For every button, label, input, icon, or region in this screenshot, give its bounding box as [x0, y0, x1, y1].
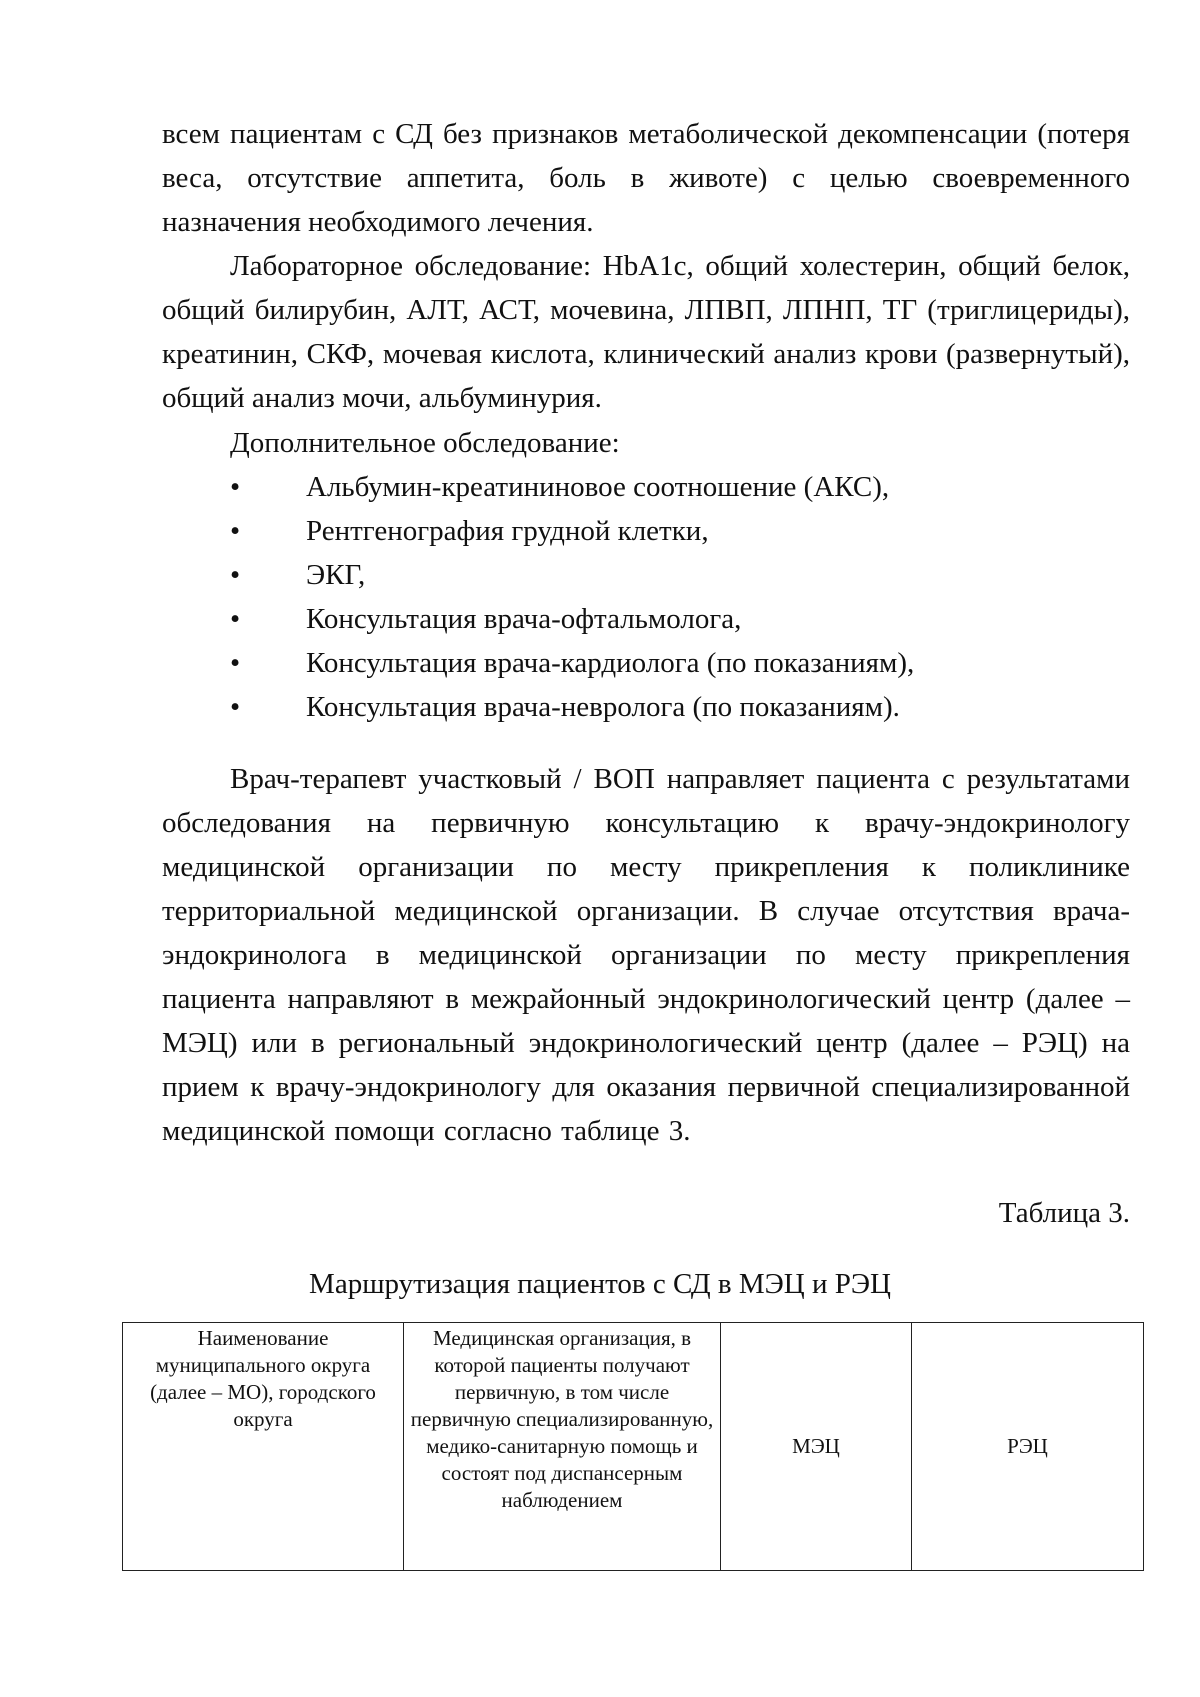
bullet-marker: •	[230, 559, 241, 591]
paragraph-intro: всем пациентам с СД без признаков метаболической декомпенсации (потеря веса, отсутствие аппетита, боль в животе) с целью своевременного назначения необходимого лечения.	[162, 118, 1130, 238]
bullet-marker: •	[230, 691, 241, 723]
header-cell-mec: МЭЦ	[721, 1323, 912, 1571]
paragraph-additional-exam-heading: Дополнительное обследование:	[230, 427, 620, 459]
list-item-text: ЭКГ,	[306, 559, 366, 591]
list-item-text: Альбумин-креатининовое соотношение (АКС),	[306, 471, 890, 503]
bullet-marker: •	[230, 603, 241, 635]
table-title: Маршрутизация пациентов с СД в МЭЦ и РЭЦ	[309, 1268, 891, 1300]
bullet-marker: •	[230, 647, 241, 679]
list-item	[230, 685, 914, 729]
bullet-marker: •	[230, 515, 241, 547]
list-item	[230, 465, 914, 509]
header-cell-rec: РЭЦ	[912, 1323, 1144, 1571]
bullet-marker: •	[230, 471, 241, 503]
list-item-text: Рентгенография грудной клетки,	[306, 515, 709, 547]
list-item	[230, 553, 914, 597]
list-item-text: Консультация врача-невролога (по показаниям).	[306, 691, 900, 723]
table-number-caption: Таблица 3.	[998, 1197, 1130, 1229]
list-item-text: Консультация врача-кардиолога (по показаниям),	[306, 647, 915, 679]
additional-exam-list	[230, 465, 914, 729]
list-item-text: Консультация врача-офтальмолога,	[306, 603, 742, 635]
routing-table	[122, 1322, 1144, 1571]
header-cell-municipality: Наименование муниципального округа (далее – МО), городского округа	[123, 1323, 404, 1571]
header-cell-medical-organization: Медицинская организация, в которой пациенты получают первичную, в том числе первичную специализированную, медико-санитарную помощь и состоят под диспансерным наблюдением	[404, 1323, 721, 1571]
list-item	[230, 597, 914, 641]
paragraph-lab-tests: Лабораторное обследование: HbA1c, общий холестерин, общий белок, общий билирубин, АЛТ, АСТ, мочевина, ЛПВП, ЛПНП, ТГ (триглицериды), креатинин, СКФ, мочевая кислота, клинический анализ крови (развернутый), общий анализ мочи, альбуминурия.	[162, 250, 1130, 414]
list-item	[230, 509, 914, 553]
paragraph-referral: Врач-терапевт участковый / ВОП направляет пациента с результатами обследования на первичную консультацию к врачу-эндокринологу медицинской организации по месту прикрепления к поликлинике территориальной медицинской организации. В случае отсутствия врача-эндокринолога в медицинской организации по месту прикрепления пациента направляют в межрайонный эндокринологический центр (далее – МЭЦ) или в региональный эндокринологический центр (далее – РЭЦ) на прием к врачу-эндокринологу для оказания первичной специализированной медицинской помощи согласно таблице 3.	[162, 763, 1130, 1147]
table-header-row	[123, 1323, 1144, 1571]
list-item	[230, 641, 914, 685]
